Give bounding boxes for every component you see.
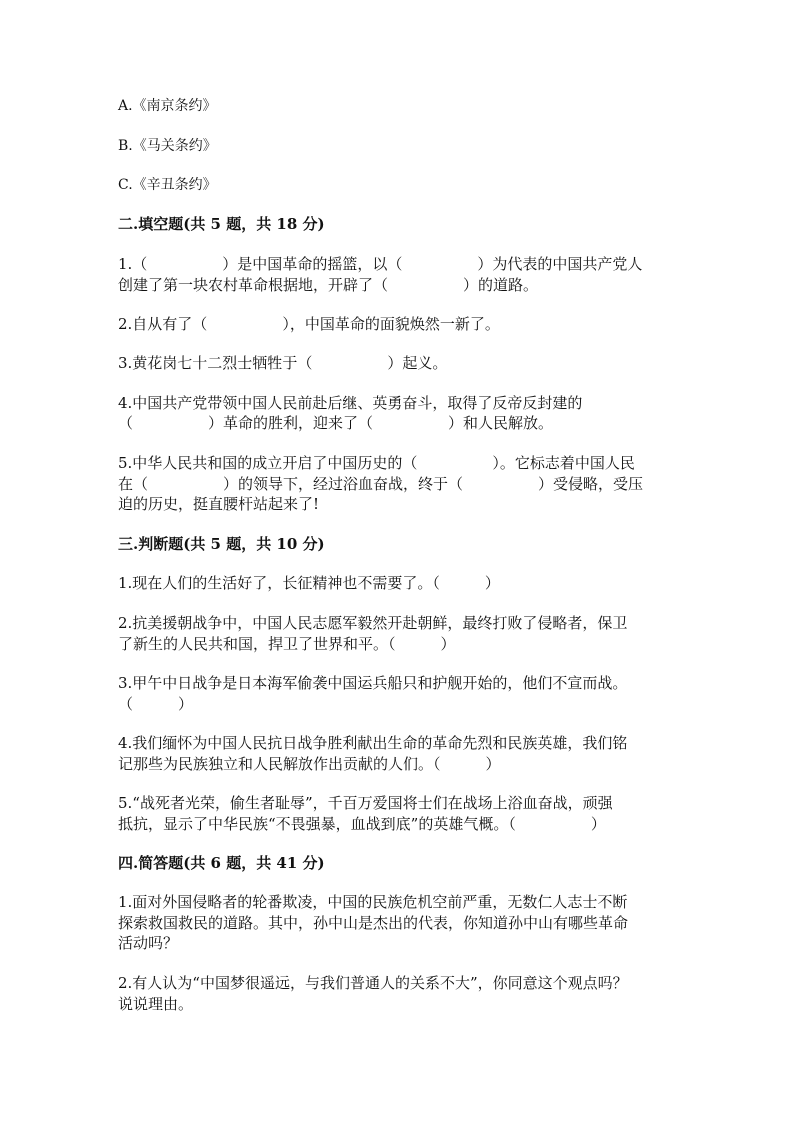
tf-q4-line2: 记那些为民族独立和人民解放作出贡献的人们。（ ）	[118, 755, 501, 773]
fill-q4-line2: （ ）革命的胜利，迎来了（ ）和人民解放。	[118, 414, 554, 432]
fill-q5-line1: 5.中华人民共和国的成立开启了中国历史的（ ）。它标志着中国人民	[118, 454, 635, 472]
sa-q1-line3: 活动吗？	[118, 934, 179, 952]
tf-q4-line1: 4.我们缅怀为中国人民抗日战争胜利献出生命的革命先烈和民族英雄，我们铭	[118, 734, 628, 752]
tf-q3-line2: （ ）	[118, 695, 194, 713]
sa-q1-line1: 1.面对外国侵略者的轮番欺凌，中国的民族危机空前严重，无数仁人志士不断	[118, 893, 628, 911]
tf-q5-line2: 抵抗，显示了中华民族“不畏强暴，血战到底”的英雄气概。（ ）	[118, 815, 606, 833]
fill-q5-line3: 迫的历史，挺直腰杆站起来了!	[118, 495, 320, 513]
fill-q3-line1: 3.黄花岗七十二烈士牺牲于（ ）起义。	[118, 354, 448, 372]
fill-q1-line2: 创建了第一块农村革命根据地，开辟了（ ）的道路。	[118, 276, 539, 294]
sa-q1-line2: 探索救国救民的道路。其中，孙中山是杰出的代表，你知道孙中山有哪些革命	[118, 914, 629, 932]
section-heading-fill-blank: 二.填空题(共 5 题，共 18 分)	[118, 215, 325, 233]
option-a: A.《南京条约》	[118, 98, 217, 114]
tf-q5-line1: 5.“战死者光荣，偷生者耻辱”，千百万爱国将士们在战场上浴血奋战，顽强	[118, 794, 613, 812]
fill-q2-line1: 2.自从有了（ ），中国革命的面貌焕然一新了。	[118, 315, 500, 333]
fill-q4-line1: 4.中国共产党带领中国人民前赴后继、英勇奋斗，取得了反帝反封建的	[118, 394, 583, 412]
sa-q2-line1: 2.有人认为“中国梦很遥远，与我们普通人的关系不大”，你同意这个观点吗？	[118, 974, 628, 992]
tf-q3-line1: 3.甲午中日战争是日本海军偷袭中国运兵船只和护舰开始的，他们不宣而战。	[118, 674, 628, 692]
fill-q1-line1: 1.（ ）是中国革命的摇篮，以（ ）为代表的中国共产党人	[118, 255, 643, 273]
option-c: C.《辛丑条约》	[118, 177, 217, 193]
tf-q1-line1: 1.现在人们的生活好了，长征精神也不需要了。（ ）	[118, 574, 500, 592]
section-heading-true-false: 三.判断题(共 5 题，共 10 分)	[118, 535, 325, 553]
tf-q2-line2: 了新生的人民共和国，捍卫了世界和平。（ ）	[118, 635, 456, 653]
option-b: B.《马关条约》	[118, 138, 217, 154]
tf-q2-line1: 2.抗美援朝战争中，中国人民志愿军毅然开赴朝鲜，最终打败了侵略者，保卫	[118, 614, 628, 632]
section-heading-short-answer: 四.简答题(共 6 题，共 41 分)	[118, 854, 325, 872]
fill-q5-line2: 在（ ）的领导下，经过浴血奋战，终于（ ）受侵略，受压	[118, 475, 644, 493]
sa-q2-line2: 说说理由。	[118, 995, 194, 1013]
